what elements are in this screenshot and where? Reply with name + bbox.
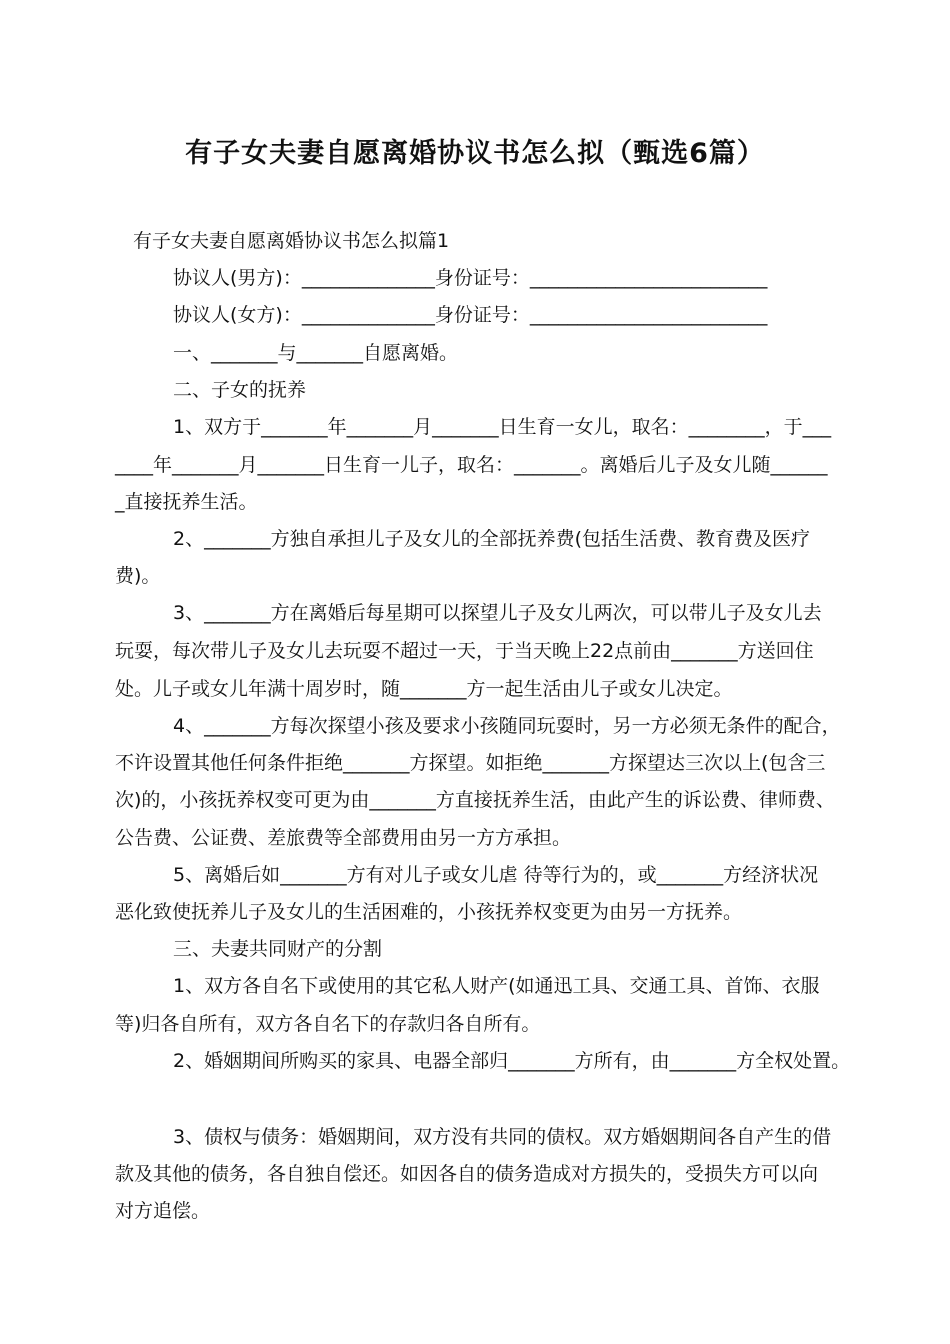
clause-heading: 三、夫妻共同财产的分割 bbox=[173, 938, 383, 960]
clause-heading: 二、子女的抚养 bbox=[173, 379, 307, 401]
paragraph-line: 1、双方各自名下或使用的其它私人财产(如通迅工具、交通工具、首饰、衣服 bbox=[173, 975, 820, 997]
paragraph-line: 4、_______方每次探望小孩及要求小孩随同玩耍时，另一方必须无条件的配合， bbox=[173, 715, 841, 737]
paragraph-line: 3、_______方在离婚后每星期可以探望儿子及女儿两次，可以带儿子及女儿去 bbox=[173, 602, 822, 624]
paragraph-line: 费)。 bbox=[115, 565, 161, 587]
paragraph-line: 恶化致使抚养儿子及女儿的生活困难的，小孩抚养权变更为由另一方抚养。 bbox=[115, 901, 743, 923]
paragraph-line: 2、婚姻期间所购买的家具、电器全部归_______方所有，由_______方全权处置。 bbox=[173, 1050, 851, 1072]
party-female-line: 协议人(女方)：______________身份证号：_________________________ bbox=[173, 304, 768, 326]
paragraph-line: 款及其他的债务，各自独自偿还。如因各自的债务造成对方损失的，受损失方可以向 bbox=[115, 1163, 819, 1185]
paragraph-line: 2、_______方独自承担儿子及女儿的全部抚养费(包括生活费、教育费及医疗 bbox=[173, 528, 811, 550]
paragraph-line: 处。儿子或女儿年满十周岁时，随_______方一起生活由儿子或女儿决定。 bbox=[115, 678, 733, 700]
document-title: 有子女夫妻自愿离婚协议书怎么拟（甄选6篇） bbox=[185, 138, 765, 169]
paragraph-line: 玩耍，每次带儿子及女儿去玩耍不超过一天，于当天晚上22点前由_______方送回住 bbox=[115, 640, 814, 662]
section-heading: 有子女夫妻自愿离婚协议书怎么拟篇1 bbox=[133, 230, 450, 252]
paragraph-line: 公告费、公证费、差旅费等全部费用由另一方方承担。 bbox=[115, 827, 572, 849]
paragraph-line: 5、离婚后如_______方有对儿子或女儿虐 待等行为的，或_______方经济状况 bbox=[173, 864, 819, 886]
paragraph-line: 等)归各自所有，双方各自名下的存款归各自所有。 bbox=[115, 1013, 541, 1035]
paragraph-line: 3、债权与债务：婚姻期间，双方没有共同的债权。双方婚姻期间各自产生的借 bbox=[173, 1126, 832, 1148]
paragraph-line: _直接抚养生活。 bbox=[115, 491, 258, 513]
paragraph-line: 1、双方于_______年_______月_______日生育一女儿，取名：________，于___ bbox=[173, 416, 832, 438]
paragraph-line: 对方追偿。 bbox=[115, 1200, 211, 1222]
party-male-line: 协议人(男方)：______________身份证号：_________________________ bbox=[173, 267, 768, 289]
paragraph-line: 次)的，小孩抚养权变可更为由_______方直接抚养生活，由此产生的诉讼费、律师费、 bbox=[115, 789, 835, 811]
clause-line: 一、_______与_______自愿离婚。 bbox=[173, 342, 459, 364]
paragraph-line: ____年_______月_______日生育一儿子，取名：_______。离婚后儿子及女儿随______ bbox=[115, 454, 828, 476]
paragraph-line: 不许设置其他任何条件拒绝_______方探望。如拒绝_______方探望达三次以上(包含三 bbox=[115, 752, 826, 774]
